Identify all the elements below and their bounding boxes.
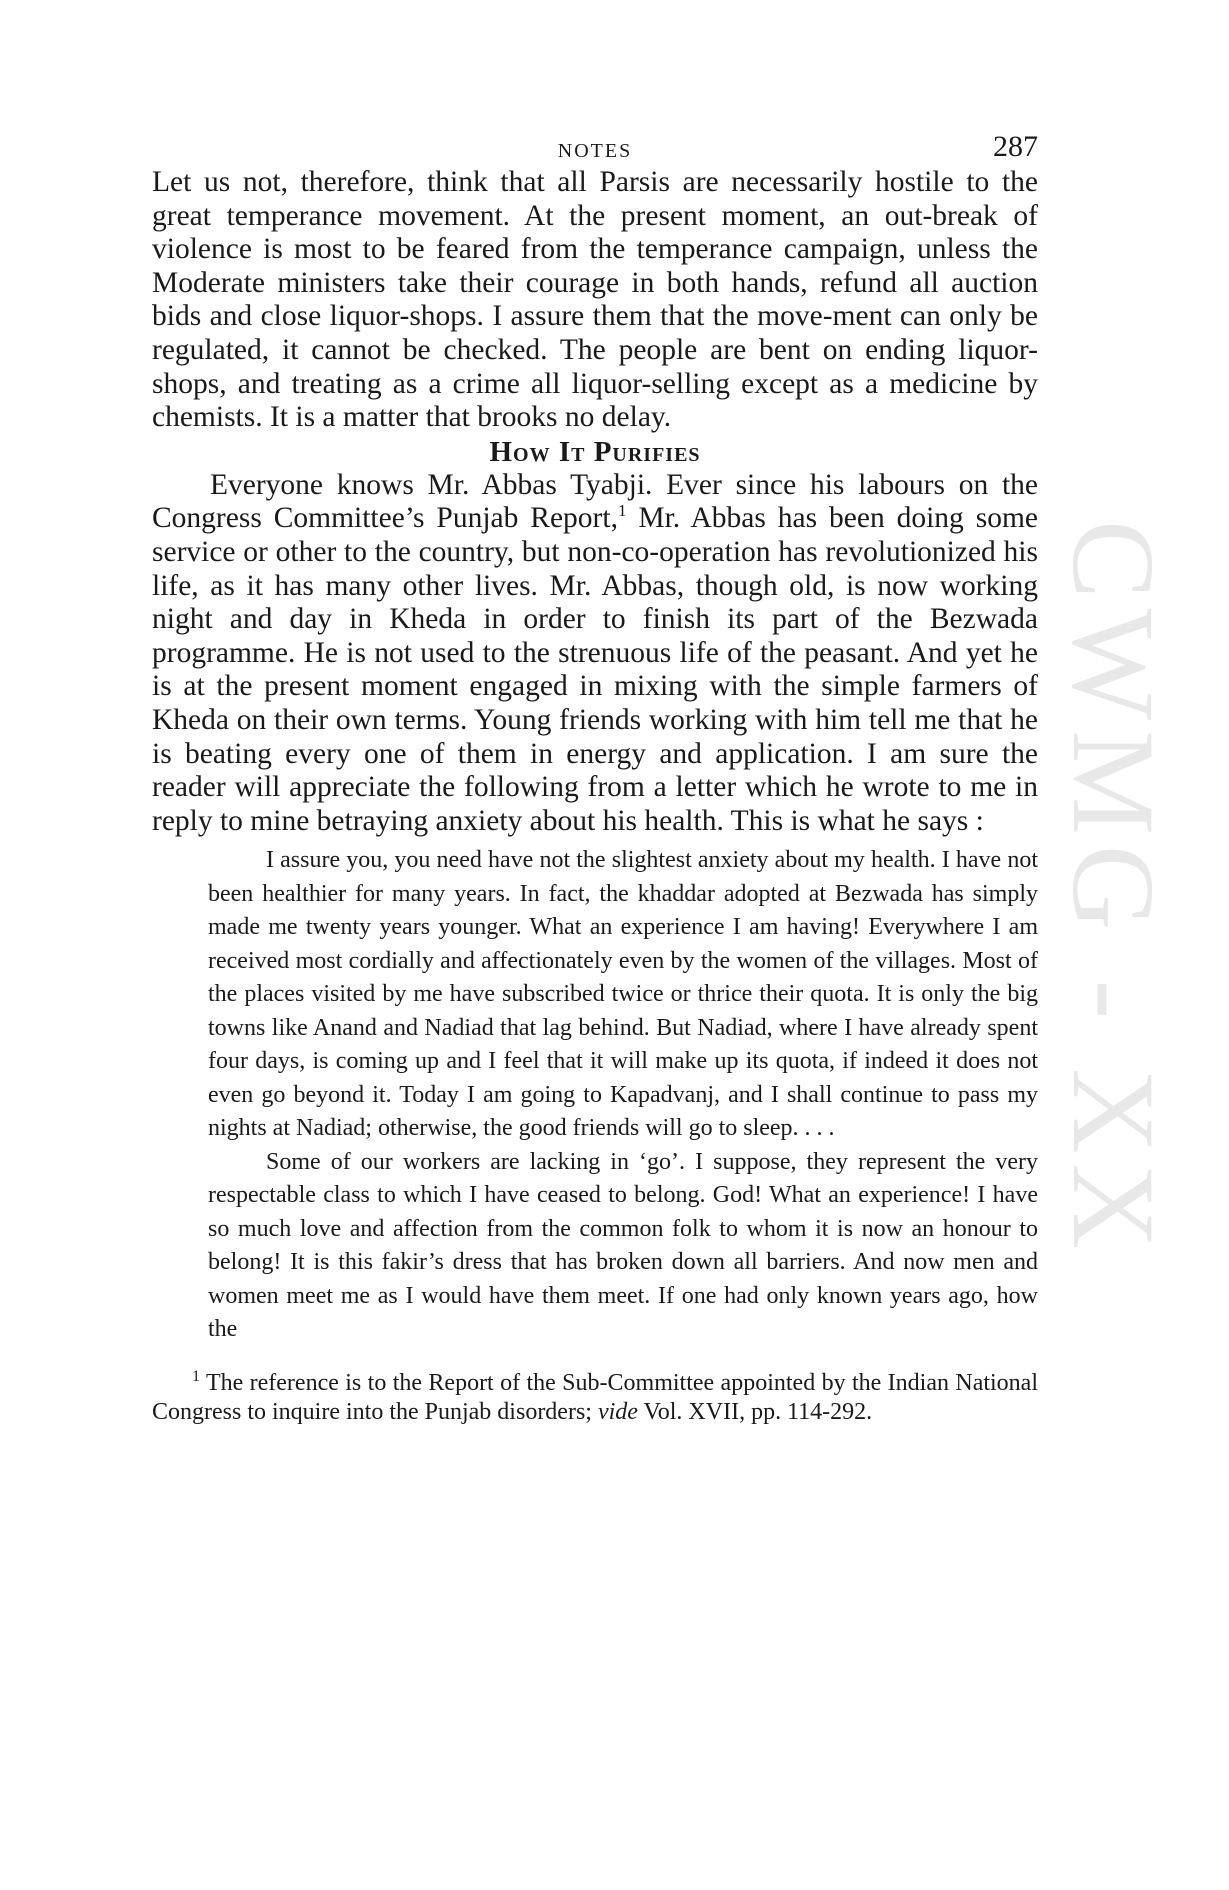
watermark: CWMG - XX: [1048, 520, 1179, 1259]
running-head: [152, 130, 1038, 166]
section-heading: How It Purifies: [489, 435, 701, 468]
block-quote: [208, 844, 1038, 1347]
paragraph-2: [152, 469, 1038, 839]
paragraph-2-rest: Mr. Abbas has been doing some service or other to the country, but non-co-operation has revolutionized his life, as it has many other lives. Mr. Abbas, though old, is now working night and day in Kheda in order to finish its part of the Bezwada programme. He is not used to the strenuous life of the peasant. And yet he is at the present moment engaged in mixing with the simple farmers of Kheda on their own terms. Young friends working with him tell me that he is beating every one of them in energy and application. I am sure the reader will appreciate the following from a letter which he wrote to me in reply to mine betraying anxiety about his health. This is what he says :: [152, 502, 1039, 837]
running-title: NOTES: [557, 140, 633, 162]
footnote-text-b: Vol. XVII, pp. 114-292.: [637, 1398, 873, 1425]
page: [152, 130, 1038, 1427]
quote-paragraph-1: I assure you, you need have not the slightest anxiety about my health. I have not been healthier for many years. In fact, the khaddar adopted at Bezwada has simply made me twenty years younger. What an experience I am having! Everywhere I am received most cordially and affectionately even by the women of the villages. Most of the places visited by me have subscribed twice or thrice their quota. It is only the big towns like Anand and Nadiad that lag behind. But Nadiad, where I have already spent four days, is coming up and I feel that it will make up its quota, if indeed it does not even go beyond it. Today I am going to Kapadvanj, and I shall continue to pass my nights at Nadiad; otherwise, the good friends will go to sleep. . . .: [208, 847, 1038, 1142]
paragraph-1: Let us not, therefore, think that all Parsis are necessarily hostile to the great temperance movement. At the present moment, an out-break of violence is most to be feared from the temperance campaign, unless the Moderate ministers take their courage in both hands, refund all auction bids and close liquor-shops. I assure them that the move-ment can only be regulated, it cannot be checked. The people are bent on ending liquor-shops, and treating as a crime all liquor-selling except as a medicine by chemists. It is a matter that brooks no delay.: [152, 166, 1038, 434]
footnote-mark: 1: [192, 1367, 200, 1385]
paragraph-2-start: Everyone knows Mr. Abbas Tyabji. Ever since his labours on the Congress Committee’s Punjab Report,: [152, 468, 1038, 535]
footnote-vide: vide: [597, 1398, 638, 1425]
footnote-text: [152, 1369, 1038, 1427]
page-number: 287: [993, 130, 1038, 163]
footnote: [152, 1369, 1038, 1427]
footnote-text-a: The reference is to the Report of the Sub-Committee appointed by the Indian National Congress to inquire into the Punjab disorders;: [152, 1369, 1038, 1425]
quote-paragraph-2: Some of our workers are lacking in ‘go’. I suppose, they represent the very respectable class to which I have ceased to belong. God! What an experience! I have so much love and affection from the common folk to whom it is now an honour to belong! It is this fakir’s dress that has broken down all barriers. And now men and women meet me as I would have them meet. If one had only known years ago, how the: [208, 1148, 1038, 1343]
footnote-reference[interactable]: 1: [617, 501, 627, 521]
